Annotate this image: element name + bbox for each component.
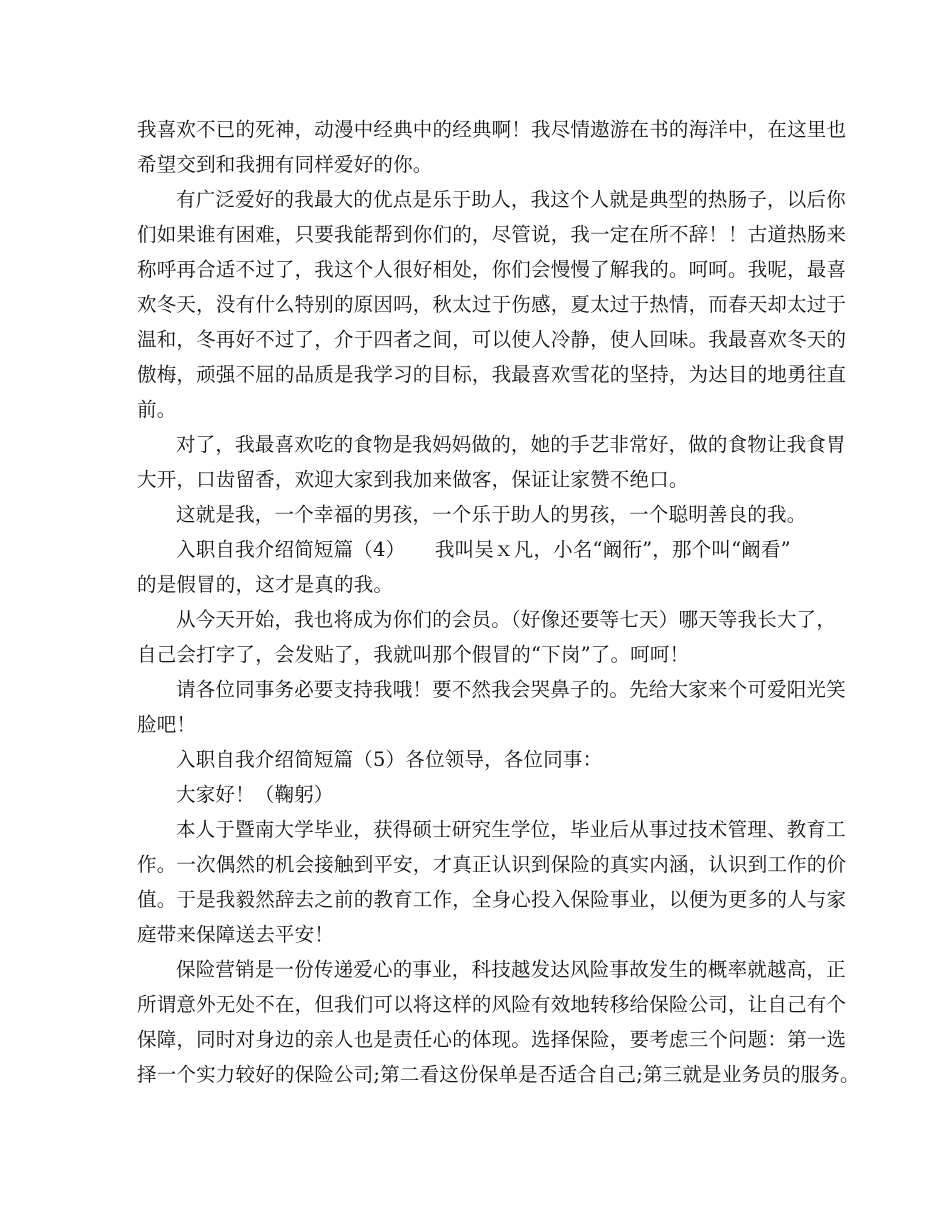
text-line: 对了，我最喜欢吃的食物是我妈妈做的，她的手艺非常好，做的食物让我食胃 — [176, 433, 846, 456]
text-line: 入职自我介绍简短篇（5）各位领导，各位同事： — [176, 748, 603, 771]
text-line: 们如果谁有困难，只要我能帮到你们的，尽管说，我一定在所不辞！！古道热肠来 — [137, 223, 847, 246]
text-line: 庭带来保障送去平安！ — [137, 923, 335, 946]
text-line: 我喜欢不已的死神，动漫中经典中的经典啊！我尽情遨游在书的海洋中，在这里也 — [137, 118, 847, 141]
text-line: 值。于是我毅然辞去之前的教育工作，全身心投入保险事业，以便为更多的人与家 — [137, 888, 847, 911]
text-line: 保障，同时对身边的亲人也是责任心的体现。选择保险，要考虑三个问题：第一选 — [137, 1028, 847, 1051]
text-line: 大开，口齿留香，欢迎大家到我加来做客，保证让家赞不绝口。 — [137, 468, 689, 491]
text-line: 称呼再合适不过了，我这个人很好相处，你们会慢慢了解我的。呵呵。我呢，最喜 — [137, 258, 847, 281]
document-body — [137, 112, 860, 1092]
text-line: 所谓意外无处不在，但我们可以将这样的风险有效地转移给保险公司，让自己有个 — [137, 993, 847, 1016]
text-line: 希望交到和我拥有同样爱好的你。 — [137, 153, 433, 176]
text-line: 傲梅，顽强不屈的品质是我学习的目标，我最喜欢雪花的坚持，为达目的地勇往直 — [137, 363, 847, 386]
text-line: 择一个实力较好的保险公司;第二看这份保单是否适合自己;第三就是业务员的服务。 — [137, 1063, 860, 1086]
text-line: 前。 — [137, 398, 177, 421]
text-line: 温和，冬再好不过了，介于四者之间，可以使人冷静，使人回味。我最喜欢冬天的 — [137, 328, 847, 351]
text-line: 入职自我介绍简短篇（4） 我叫吴ｘ凡，小名“阚衎”，那个叫“阚看” — [176, 538, 791, 561]
text-line: 从今天开始，我也将成为你们的会员。（好像还要等七天）哪天等我长大了， — [176, 608, 837, 631]
text-line: 这就是我，一个幸福的男孩，一个乐于助人的男孩，一个聪明善良的我。 — [176, 503, 807, 526]
text-line: 有广泛爱好的我最大的优点是乐于助人，我这个人就是典型的热肠子，以后你 — [176, 188, 846, 211]
text-line: 本人于暨南大学毕业，获得硕士研究生学位，毕业后从事过技术管理、教育工 — [176, 818, 846, 841]
text-line: 的是假冒的，这才是真的我。 — [137, 573, 394, 596]
text-line: 大家好！（鞠躬） — [176, 783, 334, 806]
text-line: 自己会打字了，会发贴了，我就叫那个假冒的“下岗”了。呵呵！ — [137, 643, 690, 666]
text-line: 请各位同事务必要支持我哦！要不然我会哭鼻子的。先给大家来个可爱阳光笑 — [176, 678, 846, 701]
text-line: 脸吧！ — [137, 713, 197, 736]
text-line: 保险营销是一份传递爱心的事业，科技越发达风险事故发生的概率就越高，正 — [176, 958, 846, 981]
text-line: 作。一次偶然的机会接触到平安，才真正认识到保险的真实内涵，认识到工作的价 — [137, 853, 847, 876]
text-line: 欢冬天，没有什么特别的原因吗，秋太过于伤感，夏太过于热情，而春天却太过于 — [137, 293, 847, 316]
